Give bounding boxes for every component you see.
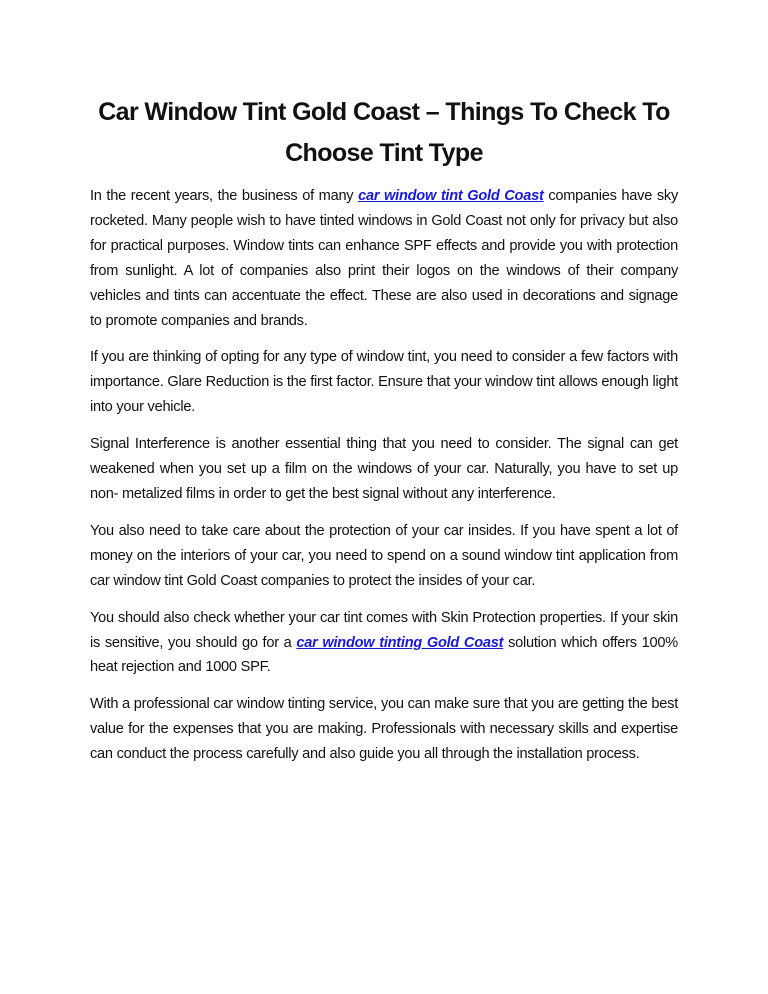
document-body [90, 184, 678, 767]
paragraph [90, 432, 678, 507]
paragraph [90, 184, 678, 333]
paragraph [90, 519, 678, 594]
paragraph [90, 345, 678, 420]
paragraph-text: With a professional car window tinting service, you can make sure that you are getting the best value for the expenses that you are making. Professionals with necessary skills and expertise can conduct the process carefully and also guide you all through the installation process. [90, 696, 678, 763]
document-title: Car Window Tint Gold Coast – Things To Check To Choose Tint Type [98, 98, 670, 167]
paragraph-text: You should also check whether your car tint comes with Skin Protection properties. If your skin is sensitive, you should go for a [90, 609, 678, 651]
paragraph-text: companies have sky rocketed. Many people wish to have tinted windows in Gold Coast not only for privacy but also for practical purposes. Window tints can enhance SPF effects and provide you with protection from sunlight. A lot of companies also print their logos on the windows of their company vehicles and tints can accentuate the effect. These are also used in decorations and signage to promote companies and brands. [90, 188, 678, 329]
inline-link[interactable]: car window tint Gold Coast [358, 188, 544, 204]
inline-link[interactable]: car window tinting Gold Coast [296, 634, 504, 651]
paragraph-text: In the recent years, the business of many [90, 188, 359, 204]
paragraph-text: Signal Interference is another essential thing that you need to consider. The signal can get weakened when you set up a film on the windows of your car. Naturally, you have to set up non- metalized films in order to get the best signal without any interference. [90, 436, 678, 502]
paragraph-text: solution which offers 100% heat rejection and 1000 SPF. [90, 634, 678, 676]
paragraph-text: If you are thinking of opting for any type of window tint, you need to consider a few factors with importance. Glare Reduction is the first factor. Ensure that your window tint allows enough light into your vehicle. [90, 349, 678, 416]
paragraph [90, 606, 678, 681]
paragraph-text: You also need to take care about the protection of your car insides. If you have spent a lot of money on the interiors of your car, you need to spend on a sound window tint application from car window tint Gold Coast companies to protect the insides of your car. [90, 522, 678, 589]
paragraph [90, 692, 678, 767]
document-page [90, 92, 678, 779]
